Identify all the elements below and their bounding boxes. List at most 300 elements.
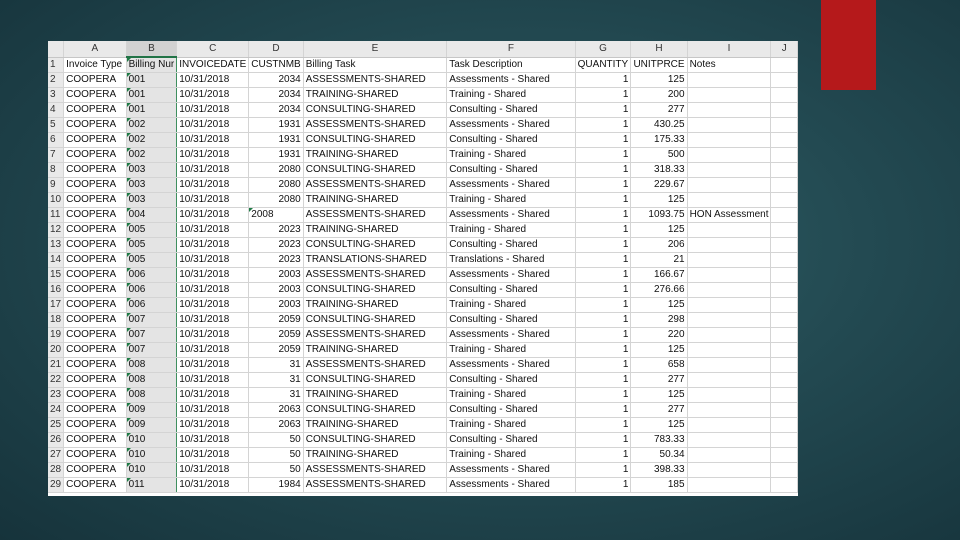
cell-empty-j[interactable] [771, 73, 798, 88]
cell-invoice-type[interactable]: COOPERA [64, 298, 127, 313]
cell-billing-number[interactable]: 001 [126, 103, 177, 118]
cell-unit-price[interactable]: 220 [631, 328, 687, 343]
cell-billing-number[interactable]: 010 [126, 433, 177, 448]
cell-empty-j[interactable] [771, 403, 798, 418]
cell-billing-task[interactable]: ASSESSMENTS-SHARED [303, 118, 446, 133]
cell-billing-number[interactable]: 002 [126, 148, 177, 163]
cell-invoice-date[interactable]: 10/31/2018 [177, 388, 249, 403]
cell-unit-price[interactable]: UNITPRCE [631, 57, 687, 73]
cell-invoice-type[interactable]: COOPERA [64, 163, 127, 178]
cell-unit-price[interactable]: 298 [631, 313, 687, 328]
cell-customer-number[interactable]: 31 [249, 373, 303, 388]
cell-unit-price[interactable]: 166.67 [631, 268, 687, 283]
cell-notes[interactable] [687, 73, 771, 88]
row-number[interactable]: 24 [48, 403, 64, 418]
cell-notes[interactable] [687, 478, 771, 493]
cell-invoice-type[interactable]: COOPERA [64, 403, 127, 418]
cell-empty-j[interactable] [771, 298, 798, 313]
cell-task-description[interactable]: Assessments - Shared [447, 118, 575, 133]
cell-unit-price[interactable]: 277 [631, 403, 687, 418]
cell-quantity[interactable]: 1 [575, 163, 631, 178]
cell-billing-number[interactable]: 007 [126, 343, 177, 358]
cell-empty-j[interactable] [771, 448, 798, 463]
cell-customer-number[interactable]: 2023 [249, 238, 303, 253]
cell-notes[interactable] [687, 403, 771, 418]
cell-empty-j[interactable] [771, 88, 798, 103]
cell-empty-j[interactable] [771, 463, 798, 478]
cell-billing-task[interactable]: CONSULTING-SHARED [303, 238, 446, 253]
cell-unit-price[interactable]: 658 [631, 358, 687, 373]
cell-empty-j[interactable] [771, 103, 798, 118]
column-header-f[interactable]: F [447, 41, 575, 57]
cell-invoice-date[interactable]: 10/31/2018 [177, 88, 249, 103]
cell-billing-number[interactable]: 005 [126, 238, 177, 253]
cell-unit-price[interactable]: 277 [631, 103, 687, 118]
cell-notes[interactable] [687, 133, 771, 148]
cell-customer-number[interactable]: 2080 [249, 163, 303, 178]
cell-task-description[interactable]: Training - Shared [447, 388, 575, 403]
cell-billing-task[interactable]: ASSESSMENTS-SHARED [303, 178, 446, 193]
cell-task-description[interactable]: Training - Shared [447, 343, 575, 358]
cell-invoice-date[interactable]: 10/31/2018 [177, 358, 249, 373]
cell-invoice-type[interactable]: COOPERA [64, 178, 127, 193]
column-header-e[interactable]: E [303, 41, 446, 57]
cell-quantity[interactable]: 1 [575, 268, 631, 283]
cell-invoice-date[interactable]: 10/31/2018 [177, 313, 249, 328]
cell-billing-task[interactable]: CONSULTING-SHARED [303, 133, 446, 148]
cell-invoice-date[interactable]: 10/31/2018 [177, 268, 249, 283]
cell-task-description[interactable]: Assessments - Shared [447, 73, 575, 88]
cell-notes[interactable] [687, 463, 771, 478]
cell-billing-number[interactable]: 002 [126, 118, 177, 133]
cell-empty-j[interactable] [771, 148, 798, 163]
cell-invoice-type[interactable]: COOPERA [64, 373, 127, 388]
cell-billing-task[interactable]: CONSULTING-SHARED [303, 103, 446, 118]
cell-invoice-date[interactable]: 10/31/2018 [177, 343, 249, 358]
cell-invoice-date[interactable]: 10/31/2018 [177, 238, 249, 253]
cell-customer-number[interactable]: 2023 [249, 223, 303, 238]
cell-quantity[interactable]: 1 [575, 208, 631, 223]
cell-billing-task[interactable]: CONSULTING-SHARED [303, 283, 446, 298]
column-header-g[interactable]: G [575, 41, 631, 57]
cell-task-description[interactable]: Consulting - Shared [447, 133, 575, 148]
cell-customer-number[interactable]: 2003 [249, 298, 303, 313]
column-header-c[interactable]: C [177, 41, 249, 57]
cell-unit-price[interactable]: 125 [631, 73, 687, 88]
cell-customer-number[interactable]: 2059 [249, 313, 303, 328]
cell-invoice-date[interactable]: 10/31/2018 [177, 148, 249, 163]
cell-billing-task[interactable]: TRAINING-SHARED [303, 418, 446, 433]
cell-task-description[interactable]: Assessments - Shared [447, 268, 575, 283]
cell-billing-task[interactable]: TRAINING-SHARED [303, 343, 446, 358]
cell-empty-j[interactable] [771, 388, 798, 403]
cell-task-description[interactable]: Assessments - Shared [447, 178, 575, 193]
row-number[interactable]: 12 [48, 223, 64, 238]
cell-billing-number[interactable]: 009 [126, 403, 177, 418]
cell-invoice-date[interactable]: 10/31/2018 [177, 403, 249, 418]
cell-notes[interactable]: Notes [687, 57, 771, 73]
cell-invoice-type[interactable]: COOPERA [64, 343, 127, 358]
cell-billing-number[interactable]: 011 [126, 478, 177, 493]
cell-billing-number[interactable]: Billing Nur [126, 57, 177, 73]
cell-invoice-type[interactable]: COOPERA [64, 148, 127, 163]
cell-unit-price[interactable]: 783.33 [631, 433, 687, 448]
cell-quantity[interactable]: 1 [575, 478, 631, 493]
cell-unit-price[interactable]: 125 [631, 418, 687, 433]
cell-unit-price[interactable]: 206 [631, 238, 687, 253]
cell-task-description[interactable]: Training - Shared [447, 193, 575, 208]
cell-empty-j[interactable] [771, 328, 798, 343]
row-number[interactable]: 5 [48, 118, 64, 133]
cell-customer-number[interactable]: 2059 [249, 328, 303, 343]
cell-invoice-type[interactable]: COOPERA [64, 313, 127, 328]
cell-invoice-date[interactable]: 10/31/2018 [177, 463, 249, 478]
cell-empty-j[interactable] [771, 283, 798, 298]
cell-task-description[interactable]: Task Description [447, 57, 575, 73]
cell-quantity[interactable]: 1 [575, 193, 631, 208]
cell-customer-number[interactable]: 2003 [249, 268, 303, 283]
cell-task-description[interactable]: Consulting - Shared [447, 433, 575, 448]
cell-quantity[interactable]: QUANTITY [575, 57, 631, 73]
cell-billing-task[interactable]: ASSESSMENTS-SHARED [303, 73, 446, 88]
cell-customer-number[interactable]: 2063 [249, 403, 303, 418]
cell-customer-number[interactable]: 50 [249, 433, 303, 448]
cell-unit-price[interactable]: 398.33 [631, 463, 687, 478]
cell-notes[interactable] [687, 343, 771, 358]
cell-task-description[interactable]: Assessments - Shared [447, 208, 575, 223]
cell-customer-number[interactable]: 1931 [249, 118, 303, 133]
row-number[interactable]: 11 [48, 208, 64, 223]
cell-customer-number[interactable]: 50 [249, 463, 303, 478]
cell-quantity[interactable]: 1 [575, 463, 631, 478]
cell-invoice-date[interactable]: 10/31/2018 [177, 163, 249, 178]
cell-unit-price[interactable]: 175.33 [631, 133, 687, 148]
cell-customer-number[interactable]: 31 [249, 388, 303, 403]
cell-task-description[interactable]: Assessments - Shared [447, 328, 575, 343]
cell-quantity[interactable]: 1 [575, 253, 631, 268]
cell-customer-number[interactable]: 2059 [249, 343, 303, 358]
row-number[interactable]: 19 [48, 328, 64, 343]
cell-customer-number[interactable]: 2080 [249, 178, 303, 193]
cell-quantity[interactable]: 1 [575, 223, 631, 238]
cell-unit-price[interactable]: 277 [631, 373, 687, 388]
cell-task-description[interactable]: Consulting - Shared [447, 313, 575, 328]
cell-invoice-type[interactable]: COOPERA [64, 478, 127, 493]
cell-unit-price[interactable]: 21 [631, 253, 687, 268]
cell-invoice-date[interactable]: 10/31/2018 [177, 253, 249, 268]
row-number[interactable]: 1 [48, 57, 64, 73]
cell-billing-task[interactable]: Billing Task [303, 57, 446, 73]
cell-invoice-date[interactable]: INVOICEDATE [177, 57, 249, 73]
cell-quantity[interactable]: 1 [575, 343, 631, 358]
cell-empty-j[interactable] [771, 358, 798, 373]
cell-customer-number[interactable]: 2080 [249, 193, 303, 208]
cell-notes[interactable]: HON Assessment [687, 208, 771, 223]
cell-quantity[interactable]: 1 [575, 148, 631, 163]
cell-empty-j[interactable] [771, 433, 798, 448]
cell-invoice-date[interactable]: 10/31/2018 [177, 178, 249, 193]
cell-task-description[interactable]: Training - Shared [447, 448, 575, 463]
cell-customer-number[interactable]: 2034 [249, 103, 303, 118]
cell-quantity[interactable]: 1 [575, 418, 631, 433]
cell-invoice-type[interactable]: Invoice Type [64, 57, 127, 73]
cell-empty-j[interactable] [771, 223, 798, 238]
cell-unit-price[interactable]: 318.33 [631, 163, 687, 178]
row-number[interactable]: 23 [48, 388, 64, 403]
cell-invoice-date[interactable]: 10/31/2018 [177, 478, 249, 493]
cell-unit-price[interactable]: 229.67 [631, 178, 687, 193]
cell-unit-price[interactable]: 125 [631, 298, 687, 313]
cell-billing-number[interactable]: 008 [126, 358, 177, 373]
cell-task-description[interactable]: Training - Shared [447, 148, 575, 163]
cell-notes[interactable] [687, 328, 771, 343]
row-number[interactable]: 15 [48, 268, 64, 283]
cell-invoice-type[interactable]: COOPERA [64, 433, 127, 448]
cell-billing-number[interactable]: 003 [126, 163, 177, 178]
cell-billing-number[interactable]: 002 [126, 133, 177, 148]
cell-task-description[interactable]: Consulting - Shared [447, 283, 575, 298]
cell-billing-number[interactable]: 006 [126, 268, 177, 283]
cell-quantity[interactable]: 1 [575, 118, 631, 133]
cell-customer-number[interactable]: 50 [249, 448, 303, 463]
cell-notes[interactable] [687, 178, 771, 193]
row-number[interactable]: 9 [48, 178, 64, 193]
cell-invoice-type[interactable]: COOPERA [64, 268, 127, 283]
cell-empty-j[interactable] [771, 418, 798, 433]
cell-quantity[interactable]: 1 [575, 433, 631, 448]
cell-task-description[interactable]: Consulting - Shared [447, 373, 575, 388]
cell-quantity[interactable]: 1 [575, 328, 631, 343]
cell-billing-task[interactable]: ASSESSMENTS-SHARED [303, 478, 446, 493]
cell-empty-j[interactable] [771, 238, 798, 253]
select-all-corner[interactable] [48, 41, 64, 57]
cell-billing-number[interactable]: 009 [126, 418, 177, 433]
cell-invoice-type[interactable]: COOPERA [64, 118, 127, 133]
cell-billing-task[interactable]: TRAINING-SHARED [303, 148, 446, 163]
row-number[interactable]: 28 [48, 463, 64, 478]
cell-quantity[interactable]: 1 [575, 448, 631, 463]
row-number[interactable]: 16 [48, 283, 64, 298]
cell-invoice-type[interactable]: COOPERA [64, 223, 127, 238]
cell-notes[interactable] [687, 88, 771, 103]
cell-invoice-type[interactable]: COOPERA [64, 133, 127, 148]
row-number[interactable]: 18 [48, 313, 64, 328]
cell-billing-task[interactable]: TRAINING-SHARED [303, 448, 446, 463]
row-number[interactable]: 6 [48, 133, 64, 148]
cell-invoice-type[interactable]: COOPERA [64, 448, 127, 463]
cell-invoice-date[interactable]: 10/31/2018 [177, 433, 249, 448]
cell-task-description[interactable]: Training - Shared [447, 418, 575, 433]
cell-empty-j[interactable] [771, 163, 798, 178]
cell-invoice-type[interactable]: COOPERA [64, 358, 127, 373]
cell-customer-number[interactable]: 1931 [249, 133, 303, 148]
cell-task-description[interactable]: Consulting - Shared [447, 403, 575, 418]
cell-billing-number[interactable]: 003 [126, 193, 177, 208]
cell-unit-price[interactable]: 125 [631, 388, 687, 403]
cell-billing-task[interactable]: TRAINING-SHARED [303, 223, 446, 238]
cell-quantity[interactable]: 1 [575, 313, 631, 328]
cell-invoice-type[interactable]: COOPERA [64, 88, 127, 103]
cell-billing-task[interactable]: TRAINING-SHARED [303, 298, 446, 313]
cell-notes[interactable] [687, 238, 771, 253]
cell-unit-price[interactable]: 125 [631, 193, 687, 208]
cell-notes[interactable] [687, 418, 771, 433]
cell-customer-number[interactable]: 2034 [249, 73, 303, 88]
cell-billing-task[interactable]: ASSESSMENTS-SHARED [303, 358, 446, 373]
cell-billing-number[interactable]: 008 [126, 388, 177, 403]
cell-unit-price[interactable]: 50.34 [631, 448, 687, 463]
cell-empty-j[interactable] [771, 478, 798, 493]
cell-invoice-type[interactable]: COOPERA [64, 253, 127, 268]
cell-task-description[interactable]: Translations - Shared [447, 253, 575, 268]
cell-quantity[interactable]: 1 [575, 403, 631, 418]
cell-notes[interactable] [687, 223, 771, 238]
cell-unit-price[interactable]: 500 [631, 148, 687, 163]
row-number[interactable]: 3 [48, 88, 64, 103]
row-number[interactable]: 27 [48, 448, 64, 463]
cell-billing-task[interactable]: CONSULTING-SHARED [303, 373, 446, 388]
cell-empty-j[interactable] [771, 253, 798, 268]
cell-invoice-date[interactable]: 10/31/2018 [177, 208, 249, 223]
column-header-a[interactable]: A [64, 41, 127, 57]
column-header-j[interactable]: J [771, 41, 798, 57]
cell-invoice-type[interactable]: COOPERA [64, 388, 127, 403]
cell-billing-task[interactable]: TRAINING-SHARED [303, 388, 446, 403]
cell-invoice-date[interactable]: 10/31/2018 [177, 133, 249, 148]
cell-notes[interactable] [687, 358, 771, 373]
cell-billing-number[interactable]: 006 [126, 283, 177, 298]
cell-invoice-type[interactable]: COOPERA [64, 283, 127, 298]
row-number[interactable]: 17 [48, 298, 64, 313]
cell-customer-number[interactable]: 2008 [249, 208, 303, 223]
cell-billing-task[interactable]: TRANSLATIONS-SHARED [303, 253, 446, 268]
column-header-h[interactable]: H [631, 41, 687, 57]
cell-quantity[interactable]: 1 [575, 88, 631, 103]
cell-unit-price[interactable]: 125 [631, 343, 687, 358]
cell-billing-task[interactable]: TRAINING-SHARED [303, 88, 446, 103]
cell-notes[interactable] [687, 193, 771, 208]
cell-billing-task[interactable]: ASSESSMENTS-SHARED [303, 328, 446, 343]
cell-invoice-date[interactable]: 10/31/2018 [177, 328, 249, 343]
cell-billing-number[interactable]: 005 [126, 223, 177, 238]
cell-billing-number[interactable]: 008 [126, 373, 177, 388]
cell-task-description[interactable]: Training - Shared [447, 298, 575, 313]
cell-empty-j[interactable] [771, 118, 798, 133]
cell-quantity[interactable]: 1 [575, 373, 631, 388]
cell-quantity[interactable]: 1 [575, 283, 631, 298]
cell-notes[interactable] [687, 163, 771, 178]
cell-invoice-date[interactable]: 10/31/2018 [177, 223, 249, 238]
cell-invoice-type[interactable]: COOPERA [64, 238, 127, 253]
row-number[interactable]: 7 [48, 148, 64, 163]
cell-unit-price[interactable]: 125 [631, 223, 687, 238]
cell-customer-number[interactable]: 2034 [249, 88, 303, 103]
row-number[interactable]: 22 [48, 373, 64, 388]
cell-empty-j[interactable] [771, 133, 798, 148]
cell-customer-number[interactable]: 2003 [249, 283, 303, 298]
cell-notes[interactable] [687, 448, 771, 463]
cell-empty-j[interactable] [771, 193, 798, 208]
cell-invoice-type[interactable]: COOPERA [64, 208, 127, 223]
cell-task-description[interactable]: Consulting - Shared [447, 238, 575, 253]
cell-billing-number[interactable]: 007 [126, 313, 177, 328]
cell-quantity[interactable]: 1 [575, 358, 631, 373]
cell-notes[interactable] [687, 433, 771, 448]
cell-invoice-date[interactable]: 10/31/2018 [177, 118, 249, 133]
row-number[interactable]: 21 [48, 358, 64, 373]
cell-task-description[interactable]: Assessments - Shared [447, 358, 575, 373]
cell-invoice-date[interactable]: 10/31/2018 [177, 193, 249, 208]
cell-unit-price[interactable]: 1093.75 [631, 208, 687, 223]
cell-billing-task[interactable]: ASSESSMENTS-SHARED [303, 208, 446, 223]
cell-quantity[interactable]: 1 [575, 133, 631, 148]
cell-notes[interactable] [687, 373, 771, 388]
row-number[interactable]: 2 [48, 73, 64, 88]
cell-invoice-type[interactable]: COOPERA [64, 418, 127, 433]
cell-unit-price[interactable]: 276.66 [631, 283, 687, 298]
cell-unit-price[interactable]: 430.25 [631, 118, 687, 133]
column-header-i[interactable]: I [687, 41, 771, 57]
cell-notes[interactable] [687, 268, 771, 283]
row-number[interactable]: 25 [48, 418, 64, 433]
cell-empty-j[interactable] [771, 313, 798, 328]
row-number[interactable]: 29 [48, 478, 64, 493]
cell-customer-number[interactable]: 31 [249, 358, 303, 373]
cell-task-description[interactable]: Training - Shared [447, 88, 575, 103]
cell-billing-number[interactable]: 001 [126, 73, 177, 88]
cell-notes[interactable] [687, 298, 771, 313]
cell-billing-number[interactable]: 010 [126, 448, 177, 463]
cell-invoice-date[interactable]: 10/31/2018 [177, 103, 249, 118]
cell-billing-task[interactable]: CONSULTING-SHARED [303, 163, 446, 178]
row-number[interactable]: 13 [48, 238, 64, 253]
cell-notes[interactable] [687, 313, 771, 328]
cell-quantity[interactable]: 1 [575, 388, 631, 403]
cell-invoice-type[interactable]: COOPERA [64, 73, 127, 88]
cell-billing-number[interactable]: 004 [126, 208, 177, 223]
cell-invoice-date[interactable]: 10/31/2018 [177, 73, 249, 88]
cell-notes[interactable] [687, 118, 771, 133]
cell-invoice-date[interactable]: 10/31/2018 [177, 373, 249, 388]
row-number[interactable]: 26 [48, 433, 64, 448]
cell-empty-j[interactable] [771, 57, 798, 73]
cell-customer-number[interactable]: 1984 [249, 478, 303, 493]
cell-billing-number[interactable]: 006 [126, 298, 177, 313]
cell-empty-j[interactable] [771, 178, 798, 193]
cell-invoice-date[interactable]: 10/31/2018 [177, 283, 249, 298]
cell-empty-j[interactable] [771, 208, 798, 223]
cell-empty-j[interactable] [771, 268, 798, 283]
row-number[interactable]: 4 [48, 103, 64, 118]
cell-billing-task[interactable]: ASSESSMENTS-SHARED [303, 463, 446, 478]
cell-notes[interactable] [687, 148, 771, 163]
cell-customer-number[interactable]: 2063 [249, 418, 303, 433]
cell-billing-task[interactable]: ASSESSMENTS-SHARED [303, 268, 446, 283]
cell-invoice-date[interactable]: 10/31/2018 [177, 298, 249, 313]
cell-task-description[interactable]: Consulting - Shared [447, 163, 575, 178]
cell-billing-number[interactable]: 005 [126, 253, 177, 268]
cell-billing-number[interactable]: 007 [126, 328, 177, 343]
cell-notes[interactable] [687, 103, 771, 118]
cell-empty-j[interactable] [771, 343, 798, 358]
cell-invoice-type[interactable]: COOPERA [64, 193, 127, 208]
cell-quantity[interactable]: 1 [575, 178, 631, 193]
cell-billing-task[interactable]: CONSULTING-SHARED [303, 433, 446, 448]
row-number[interactable]: 8 [48, 163, 64, 178]
cell-empty-j[interactable] [771, 373, 798, 388]
cell-invoice-type[interactable]: COOPERA [64, 463, 127, 478]
cell-invoice-date[interactable]: 10/31/2018 [177, 448, 249, 463]
